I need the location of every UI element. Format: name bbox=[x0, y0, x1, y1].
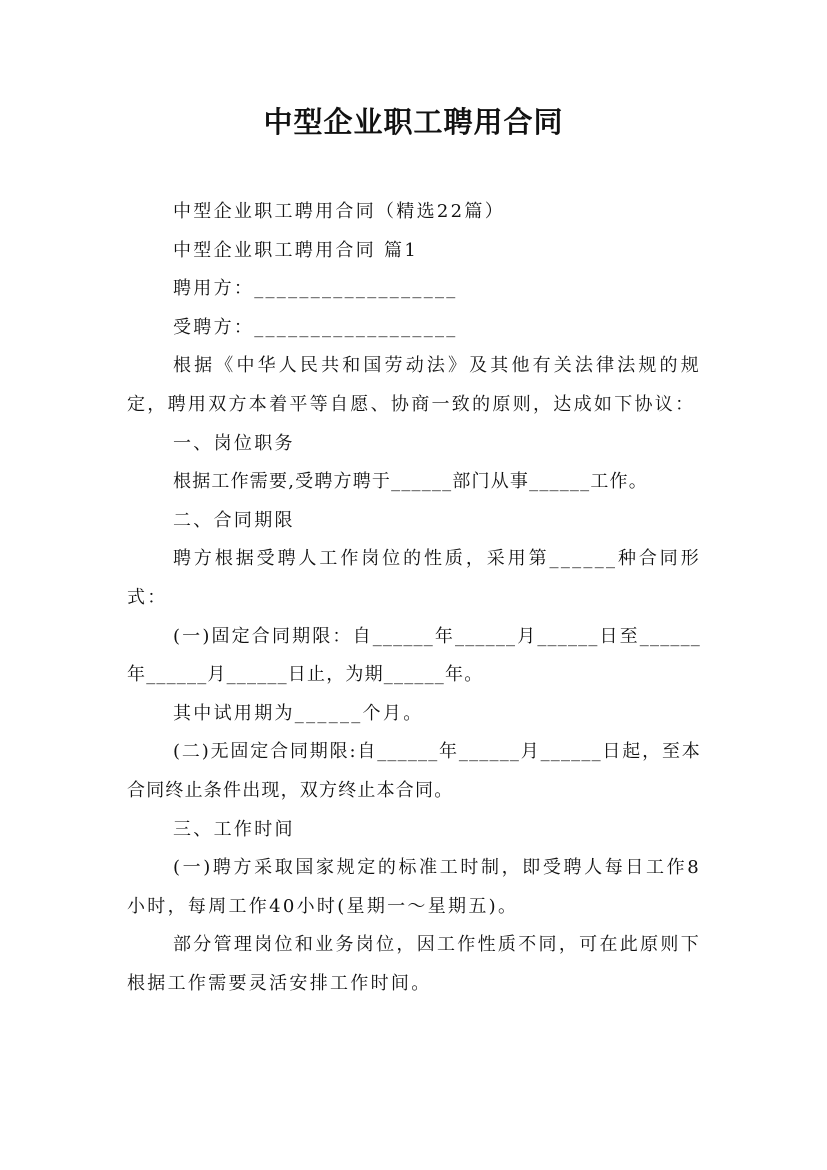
paragraph-probation: 其中试用期为______个月。 bbox=[173, 702, 424, 724]
document-title: 中型企业职工聘用合同 bbox=[263, 105, 564, 139]
paragraph-preamble: 根据《中华人民共和国劳动法》及其他有关法律法规的规定，聘用双方本着平等自愿、协商一致的原则，达成如下协议： bbox=[127, 355, 701, 415]
paragraph-heading-position: 一、岗位职务 bbox=[173, 432, 295, 454]
paragraph-subtitle: 中型企业职工聘用合同（精选22篇） bbox=[173, 201, 506, 222]
paragraph-heading-hours: 三、工作时间 bbox=[173, 818, 295, 840]
paragraph-hours-standard: (一)聘方采取国家规定的标准工时制，即受聘人每日工作8小时，每周工作40小时(星期一～星期五)。 bbox=[127, 857, 701, 917]
paragraph-section-heading: 中型企业职工聘用合同 篇1 bbox=[173, 239, 419, 261]
paragraph-hours-flexible: 部分管理岗位和业务岗位，因工作性质不同，可在此原则下根据工作需要灵活安排工作时间。 bbox=[127, 934, 701, 994]
paragraph-position-text: 根据工作需要,受聘方聘于______部门从事______工作。 bbox=[173, 471, 648, 493]
paragraph-open-term: (二)无固定合同期限:自______年______月______日起，至本合同终止条件出现，双方终止本合同。 bbox=[127, 741, 701, 801]
paragraph-fixed-term: (一)固定合同期限：自______年______月______日至______年______月______日止，为期______年。 bbox=[127, 625, 701, 686]
paragraph-term-text: 聘方根据受聘人工作岗位的性质，采用第______种合同形式： bbox=[127, 548, 701, 608]
paragraph-heading-term: 二、合同期限 bbox=[173, 509, 295, 531]
paragraph-employee-field: 受聘方：__________________ bbox=[173, 316, 458, 338]
paragraph-employer-field: 聘用方：__________________ bbox=[173, 278, 458, 300]
document-body bbox=[127, 193, 701, 1003]
